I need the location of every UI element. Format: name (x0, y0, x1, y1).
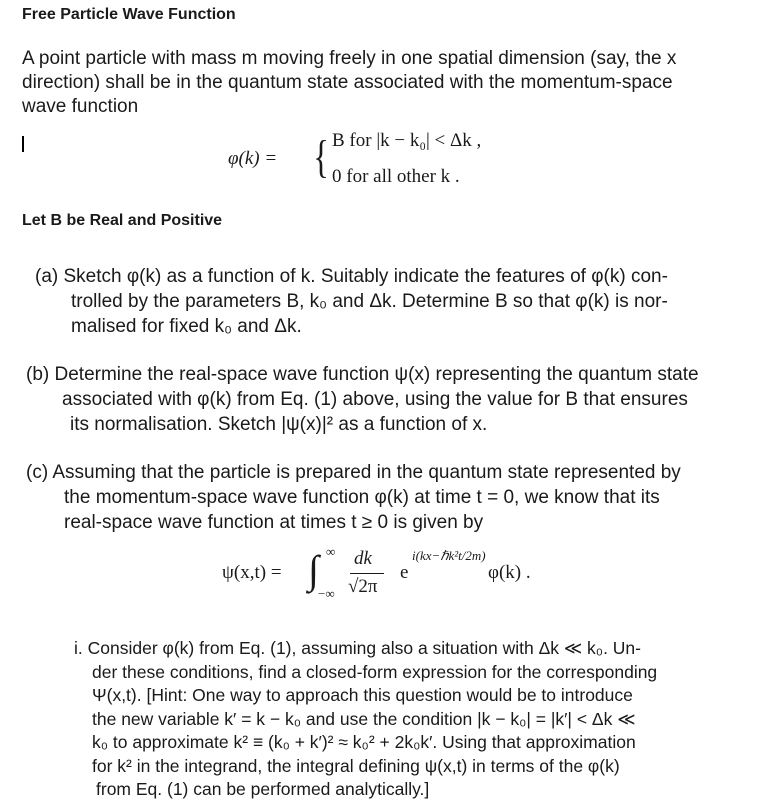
eq1-lhs: φ(k) = (228, 148, 278, 169)
eq2-upper-limit: ∞ (326, 544, 336, 559)
intro-line-1: A point particle with mass m moving freely in one spatial dimension (say, the x (22, 48, 677, 69)
text-cursor (22, 136, 24, 152)
eq2-exponent: i(kx−ℏk²t/2m) (412, 548, 486, 563)
subpart-i-line-2: der these conditions, find a closed-form expression for the corresponding (92, 661, 658, 682)
subpart-i-line-6: for k² in the integrand, the integral defining ψ(x,t) in terms of the φ(k) (92, 755, 620, 776)
eq2-integral-sign: ∫ (308, 547, 319, 592)
part-b-line-2: associated with φ(k) from Eq. (1) above, using the value for B that ensures (62, 389, 688, 410)
intro-line-2: direction) shall be in the quantum state associated with the momentum-space (22, 72, 673, 93)
eq2-numerator: dk (354, 548, 372, 569)
part-c-line-2: the momentum-space wave function φ(k) at time t = 0, we know that its (64, 487, 660, 508)
eq1-brace: { (313, 131, 329, 182)
part-b-line-1: (b) Determine the real-space wave function ψ(x) representing the quantum state (26, 364, 699, 385)
subpart-i-line-4: the new variable k′ = k − k₀ and use the condition |k − k₀| = |k′| < Δk ≪ (92, 708, 636, 729)
eq2-fraction-bar (350, 573, 384, 574)
eq2-lhs: ψ(x,t) = (222, 562, 282, 583)
part-c (26, 460, 681, 535)
page-title: Free Particle Wave Function (22, 6, 236, 23)
part-c-line-1: (c) Assuming that the particle is prepared in the quantum state represented by (26, 462, 681, 483)
part-a-line-2: trolled by the parameters B, k₀ and Δk. Determine B so that φ(k) is nor- (71, 291, 668, 312)
eq1-case-1: B for |k − k₀| < Δk , (332, 130, 482, 151)
part-a (35, 264, 668, 339)
subpart-i-line-5: k₀ to approximate k² ≡ (k₀ + k′)² ≈ k₀² + 2k₀k′. Using that approximation (92, 732, 636, 752)
eq2-rhs: φ(k) . (488, 562, 531, 583)
eq2-exp-base: e (400, 562, 409, 583)
subpart-i-line-1: i. Consider φ(k) from Eq. (1), assuming also a situation with Δk ≪ k₀. Un- (74, 638, 641, 658)
part-b (26, 362, 699, 437)
condition-label: Let B be Real and Positive (22, 212, 223, 229)
part-b-line-3: its normalisation. Sketch |ψ(x)|² as a function of x. (70, 414, 488, 435)
part-a-line-3: malised for fixed k₀ and Δk. (71, 316, 302, 337)
subpart-i (74, 637, 657, 802)
eq2-lower-limit: −∞ (318, 586, 335, 601)
subpart-i-line-3: Ψ(x,t). [Hint: One way to approach this question would be to introduce (92, 685, 633, 705)
intro-line-3: wave function (22, 96, 139, 117)
eq2-denominator: √2π (348, 576, 378, 597)
eq1-case-2: 0 for all other k . (332, 166, 460, 187)
subpart-i-line-7: from Eq. (1) can be performed analytically.] (96, 779, 430, 799)
part-c-line-3: real-space wave function at times t ≥ 0 is given by (64, 512, 484, 533)
intro-paragraph (22, 47, 742, 119)
part-a-line-1: (a) Sketch φ(k) as a function of k. Suitably indicate the features of φ(k) con- (35, 266, 668, 287)
